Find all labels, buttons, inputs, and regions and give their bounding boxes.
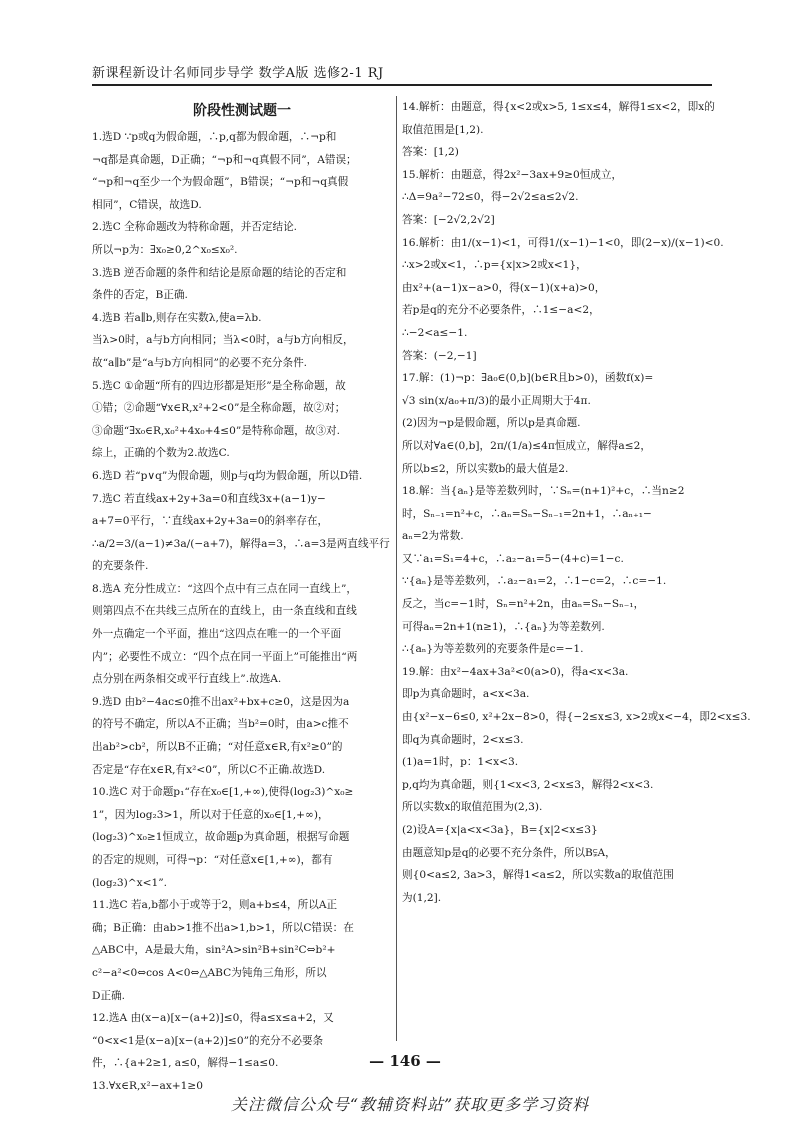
answer-line: ∴x>2或x<1，∴p={x|x>2或x<1}， (402, 259, 587, 272)
answer-line: 10.选C 对于命题p₁“存在x₀∈[1,+∞),使得(log₂3)^x₀≥ (92, 786, 354, 799)
answer-line: ∴a/2=3/(a−1)≠3a/(−a+7)，解得a=3，∴a=3是两直线平行 (92, 537, 390, 550)
answer-line: c²−a²<0⇔cos A<0⇔△ABC为钝角三角形，所以 (92, 966, 327, 979)
answer-line: (1)a=1时，p：1<x<3. (402, 756, 519, 769)
answer-line: 答案：(−2,−1] (402, 349, 477, 362)
answer-line: 又∵a₁=S₁=4+c，∴a₂−a₁=5−(4+c)=1−c. (402, 552, 624, 565)
answer-line: 即p为真命题时，a<x<3a. (402, 688, 530, 701)
left-answer-item (92, 781, 392, 894)
answer-line: 1.选D ∵p或q为假命题，∴p,q都为假命题，∴¬p和 (92, 131, 337, 143)
answer-line: ∴{aₙ}为等差数列的充要条件是c=−1. (402, 643, 584, 656)
answer-line: ③命题“∃x₀∈R,x₀²+4x₀+4≤0”是特称命题，故③对. (92, 424, 341, 437)
answer-line: 19.解：由x²−4ax+3a²<0(a>0)，得a<x<3a. (402, 665, 629, 678)
answer-line: p,q均为真命题，则{1<x<3, 2<x≤3，解得2<x<3. (402, 778, 654, 791)
left-answer-item (92, 375, 392, 465)
answer-line: 所以实数x的取值范围为(2,3). (402, 801, 543, 814)
right-column (402, 96, 751, 909)
right-answer-item (402, 96, 715, 164)
answer-line: 出ab²>cb²，所以B不正确；“对任意x∈R,有x²≥0”的 (92, 741, 343, 754)
answer-line: aₙ=2为常数. (402, 530, 464, 543)
answer-line: 15.解析：由题意，得2x²−3ax+9≥0恒成立， (402, 168, 623, 181)
answer-line: 由题意知p是q的必要不充分条件，所以B⫋A， (402, 846, 616, 859)
answer-line: △ABC中，A是最大角，sin²A>sin²B+sin²C⇔b²+ (92, 944, 336, 957)
answer-line: 否定是“存在x∈R,有x²<0”，所以C不正确.故选D. (92, 763, 326, 776)
answer-line: 所以b≤2，所以实数b的最大值是2. (402, 462, 569, 475)
section-title: 阶段性测试题一 (193, 103, 291, 119)
answer-line: ¬q都是真命题，D正确；“¬p和¬q真假不同”，A错误； (92, 153, 357, 166)
answer-line: (log₂3)^x<1”. (92, 876, 168, 889)
answer-line: ∴−2<a≤−1. (402, 326, 468, 339)
answer-line: 答案：[−2√2,2√2] (402, 213, 495, 226)
left-answer-item (92, 465, 392, 488)
answer-line: 的否定的规则，可得¬p：“对任意x∈[1,+∞)，都有 (92, 854, 333, 866)
answer-line: 相同”，C错误，故选D. (92, 198, 202, 211)
column-divider (396, 96, 397, 1041)
answer-line: 为(1,2]. (402, 891, 442, 904)
answer-line: D正确. (92, 989, 126, 1002)
left-answer-item (92, 894, 392, 1007)
answer-line: 所以¬p为：∃x₀≥0,2^x₀≤x₀². (92, 243, 238, 256)
answer-line: 确；B正确：由ab>1推不出a>1,b>1，所以C错误：在 (92, 921, 354, 934)
right-answer-item (402, 480, 712, 661)
answer-line: 3.选B 逆否命题的条件和结论是原命题的结论的否定和 (92, 266, 347, 279)
answer-line: 可得aₙ=2n+1(n≥1)，∴{aₙ}为等差数列. (402, 620, 605, 633)
answer-line: 则第四点不在共线三点所在的直线上，由一条直线和直线 (92, 605, 357, 618)
answer-line: 11.选C 若a,b都小于或等于2，则a+b≤4，所以A正 (92, 899, 338, 912)
answer-line: (log₂3)^x₀≥1恒成立，故命题p为真命题，根据写命题 (92, 831, 350, 844)
answer-line: a+7=0平行，∵直线ax+2y+3a=0的斜率存在， (92, 515, 329, 528)
answer-line: 8.选A 充分性成立：“这四个点中有三点在同一直线上”， (92, 582, 358, 595)
left-column (92, 96, 392, 1098)
answer-line: 当λ>0时，a与b方向相同；当λ<0时，a与b方向相反， (92, 334, 354, 347)
answer-line: ∴Δ=9a²−72≤0，得−2√2≤a≤2√2. (402, 191, 579, 204)
answer-line: 条件的否定，B正确. (92, 289, 188, 302)
answer-line: (2)因为¬p是假命题，所以p是真命题. (402, 417, 581, 430)
answer-line: 12.选A 由(x−a)[x−(a+2)]≤0，得a≤x≤a+2，又 (92, 1012, 334, 1025)
answer-line: 16.解析：由1/(x−1)<1，可得1/(x−1)−1<0，即(2−x)/(x−1)<0. (402, 236, 724, 249)
left-answer-item (92, 691, 392, 781)
left-answer-item (92, 216, 392, 261)
answer-line: 内”；必要性不成立：“四个点在同一平面上”可能推出“两 (92, 650, 358, 663)
answer-line: 2.选C 全称命题改为特称命题，并否定结论. (92, 221, 298, 234)
answer-line: 17.解：(1)¬p：∃a₀∈(0,b](b∈R且b>0)，函数f(x)= (402, 372, 654, 385)
footer-note: 关注微信公众号“教辅资料站”获取更多学习资料 (230, 1095, 590, 1114)
answer-line: 5.选C ①命题“所有的四边形都是矩形”是全称命题，故 (92, 379, 346, 392)
answer-line: 点分别在两条相交或平行直线上”.故选A. (92, 673, 282, 686)
right-answer-item (402, 661, 751, 910)
left-answer-item (92, 307, 392, 375)
answer-line: 外一点确定一个平面，推出“这四点在唯一的一个平面 (92, 628, 342, 641)
left-answer-item (92, 578, 392, 691)
answer-line: 故“a∥b”是“a与b方向相同”的必要不充分条件. (92, 356, 308, 369)
answer-line: 由x²+(a−1)x−a>0，得(x−1)(x+a)>0， (402, 281, 606, 294)
answer-line: 由{x²−x−6≤0, x²+2x−8>0，得{−2≤x≤3, x>2或x<−4，即2<x≤3. (402, 711, 751, 724)
answer-line: 取值范围是[1,2). (402, 123, 484, 136)
answer-line: 反之，当c=−1时，Sₙ=n²+2n，由aₙ=Sₙ−Sₙ₋₁， (402, 598, 645, 611)
answer-line: 综上，正确的个数为2.故选C. (92, 447, 230, 460)
answer-line: ∵{aₙ}是等差数列，∴a₂−a₁=2，∴1−c=2，∴c=−1. (402, 575, 667, 588)
answer-line: 的符号不确定，所以A不正确；当b²=0时，由a>c推不 (92, 718, 349, 731)
answer-line: ①错；②命题“∀x∈R,x²+2<0”是全称命题，故②对； (92, 402, 346, 415)
right-answer-item (402, 164, 712, 232)
answer-line: 即q为真命题时，2<x≤3. (402, 733, 524, 746)
left-answer-item (92, 1007, 392, 1075)
right-answer-list (402, 96, 751, 909)
answer-line: 18.解：当{aₙ}是等差数列时，∵Sₙ=(n+1)²+c，∴当n≥2 (402, 485, 685, 498)
answer-line: 6.选D 若“p∨q”为假命题，则p与q均为假命题，所以D错. (92, 469, 363, 482)
header-title: 新课程新设计名师同步导学 数学A版 选修2-1 RJ (92, 66, 384, 81)
right-answer-item (402, 367, 712, 480)
answer-line: 件，∴{a+2≥1, a≤0，解得−1≤a≤0. (92, 1057, 279, 1070)
answer-line: 9.选D 由b²−4ac≤0推不出ax²+bx+c≥0，这是因为a (92, 695, 350, 708)
answer-line: “¬p和¬q至少一个为假命题”，B错误；“¬p和¬q真假 (92, 176, 349, 189)
answer-line: 若p是q的充分不必要条件，∴1≤−a<2， (402, 304, 600, 317)
left-answer-item (92, 262, 392, 307)
page-header (92, 62, 712, 86)
answer-line: 所以对∀a∈(0,b]，2π/(1/a)≤4π恒成立，解得a≤2， (402, 439, 651, 452)
left-answer-item (92, 126, 392, 216)
answer-line: (2)设A={x|a<x<3a}，B={x|2<x≤3} (402, 824, 598, 836)
answer-line: 答案：[1,2) (402, 146, 459, 159)
page-number: — 146 — (369, 1052, 441, 1070)
answer-line: 14.解析：由题意，得{x<2或x>5, 1≤x≤4，解得1≤x<2，即x的 (402, 101, 715, 113)
left-answer-item (92, 488, 392, 578)
answer-line: 时，Sₙ₋₁=n²+c，∴aₙ=Sₙ−Sₙ₋₁=2n+1，∴aₙ₊₁− (402, 507, 652, 520)
answer-line: 7.选C 若直线ax+2y+3a=0和直线3x+(a−1)y− (92, 492, 326, 505)
left-answer-list (92, 126, 392, 1098)
answer-line: 13.∀x∈R,x²−ax+1≥0 (92, 1079, 204, 1092)
right-answer-item (402, 232, 724, 368)
answer-line: 的充要条件. (92, 560, 149, 573)
answer-line: 4.选B 若a∥b,则存在实数λ,使a=λb. (92, 311, 262, 324)
answer-line: 1”，因为log₂3>1，所以对于任意的x₀∈[1,+∞)， (92, 808, 329, 821)
answer-line: √3 sin(x/a₀+π/3)的最小正周期大于4π. (402, 394, 591, 407)
answer-line: “0<x<1是(x−a)[x−(a+2)]≤0”的充分不必要条 (92, 1034, 324, 1047)
answer-line: 则{0<a≤2, 3a>3，解得1<a≤2，所以实数a的取值范围 (402, 869, 674, 882)
